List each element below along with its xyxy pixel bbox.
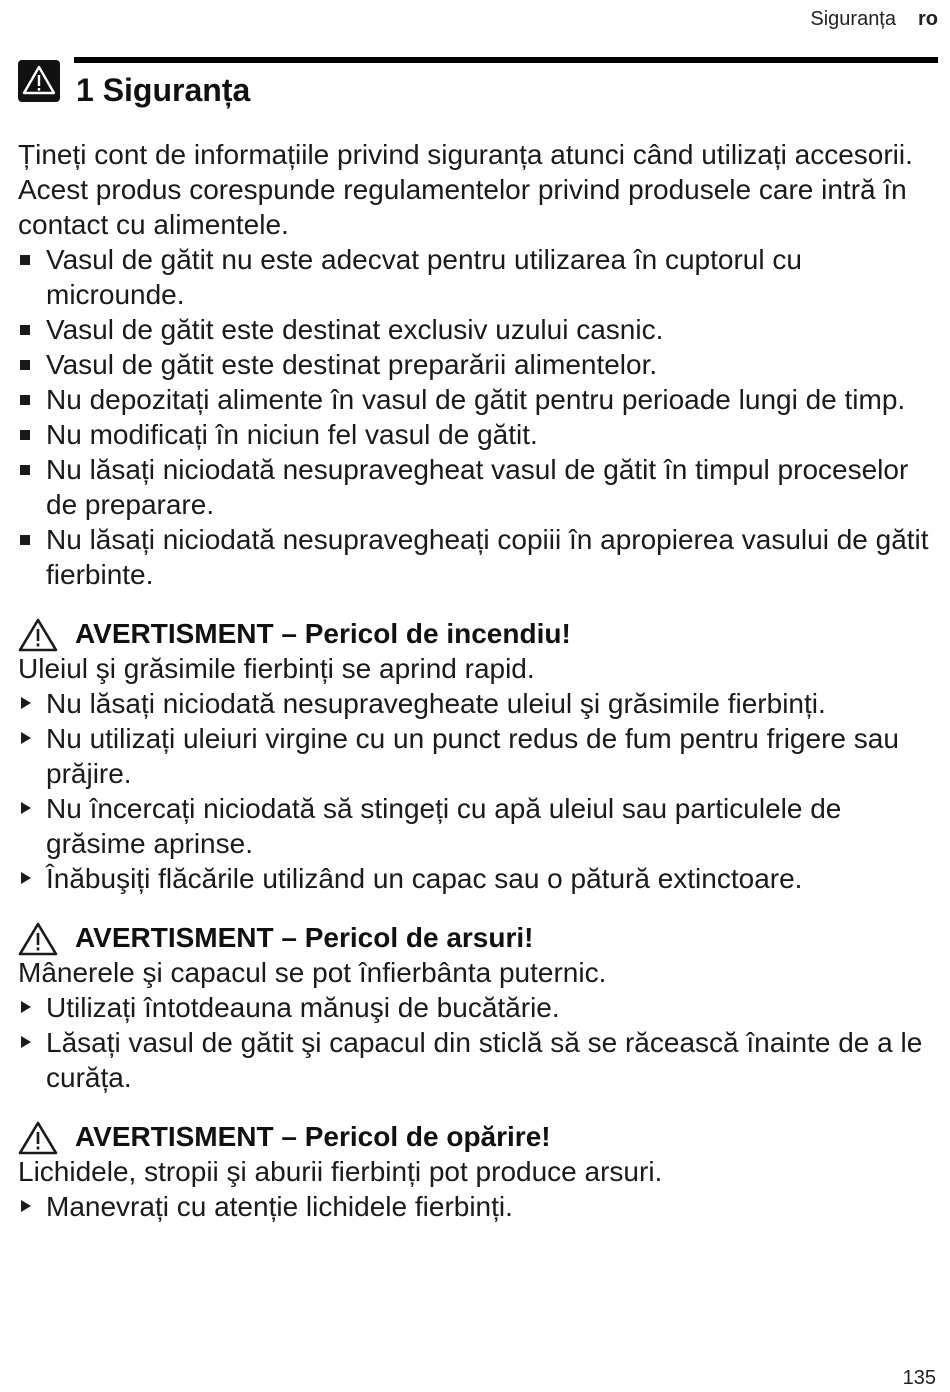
list-item-text: Manevrați cu atenție lichidele fierbinți. [46,1191,513,1222]
warning-action-list [18,686,936,896]
arrow-right-icon [21,1001,31,1013]
list-item-text: Lăsați vasul de gătit şi capacul din sticlă să se răcească înainte de a le curăța. [46,1027,923,1093]
warning-heading-text: AVERTISMENT – Pericol de arsuri! [75,922,534,953]
square-bullet-icon [20,325,30,335]
warning-heading [18,920,936,955]
warning-action-list [18,1189,936,1224]
list-item-text: Nu lăsați niciodată nesupravegheat vasul de gătit în timpul proceselor de preparare. [46,454,909,520]
square-bullet-icon [20,465,30,475]
list-item-text: Nu depozitați alimente în vasul de gătit pentru perioade lungi de timp. [46,384,906,415]
warning-triangle-icon [18,1121,58,1155]
list-item [18,1025,936,1095]
safety-bullet-list [18,242,936,592]
section-title: 1 Siguranța [76,72,251,108]
warning-scalding [18,1119,936,1224]
list-item [18,382,936,417]
list-item-text: Nu lăsați niciodată nesupravegheate uleiul şi grăsimile fierbinți. [46,688,826,719]
language-code: ro [918,8,938,30]
arrow-right-icon [21,1200,31,1212]
square-bullet-icon [20,395,30,405]
list-item-text: Înăbuşiți flăcările utilizând un capac sau o pătură extinctoare. [46,863,803,894]
warning-heading-text: AVERTISMENT – Pericol de opărire! [75,1121,551,1152]
list-item [18,522,936,592]
list-item-text: Nu încercați niciodată să stingeți cu apă uleiul sau particulele de grăsime aprinse. [46,793,842,859]
running-header [810,8,938,31]
warning-text: Lichidele, stropii şi aburii fierbinți pot produce arsuri. [18,1156,663,1187]
running-title: Siguranța [810,8,896,30]
warning-text: Mânerele şi capacul se pot înfierbânta puternic. [18,957,607,988]
list-item-text: Utilizați întotdeauna mănuşi de bucătărie. [46,992,560,1023]
warning-burns [18,920,936,1095]
square-bullet-icon [20,430,30,440]
list-item [18,312,936,347]
list-item [18,242,936,312]
list-item [18,791,936,861]
square-bullet-icon [20,535,30,545]
list-item [18,861,936,896]
list-item [18,347,936,382]
section-rule [74,57,938,63]
list-item-text: Nu lăsați niciodată nesupravegheați copiii în apropierea vasului de gătit fierbinte. [46,524,929,590]
arrow-right-icon [21,872,31,884]
warning-triangle-icon [18,60,60,102]
page-content [18,137,936,1224]
list-item-text: Vasul de gătit este destinat preparării alimentelor. [46,349,658,380]
warning-heading [18,616,936,651]
page-number: 135 [902,1367,936,1389]
arrow-right-icon [21,697,31,709]
arrow-right-icon [21,1036,31,1048]
list-item [18,417,936,452]
intro-paragraph: Țineți cont de informațiile privind siguranța atunci când utilizați accesorii. [18,139,913,170]
warning-text: Uleiul şi grăsimile fierbinți se aprind rapid. [18,653,535,684]
list-item-text: Vasul de gătit este destinat exclusiv uzului casnic. [46,314,664,345]
arrow-right-icon [21,732,31,744]
warning-action-list [18,990,936,1095]
list-item [18,686,936,721]
list-item-text: Vasul de gătit nu este adecvat pentru utilizarea în cuptorul cu microunde. [46,244,802,310]
warning-triangle-icon [18,922,58,956]
arrow-right-icon [21,802,31,814]
intro-paragraph: Acest produs corespunde regulamentelor privind produsele care intră în contact cu alimentele. [18,174,907,240]
warning-fire [18,616,936,896]
list-item [18,452,936,522]
list-item [18,990,936,1025]
list-item [18,721,936,791]
warning-heading [18,1119,936,1154]
list-item-text: Nu modificați în niciun fel vasul de gătit. [46,419,538,450]
warning-heading-text: AVERTISMENT – Pericol de incendiu! [75,618,571,649]
square-bullet-icon [20,360,30,370]
list-item [18,1189,936,1224]
square-bullet-icon [20,255,30,265]
warning-triangle-icon [18,618,58,652]
list-item-text: Nu utilizați uleiuri virgine cu un punct redus de fum pentru frigere sau prăjire. [46,723,899,789]
